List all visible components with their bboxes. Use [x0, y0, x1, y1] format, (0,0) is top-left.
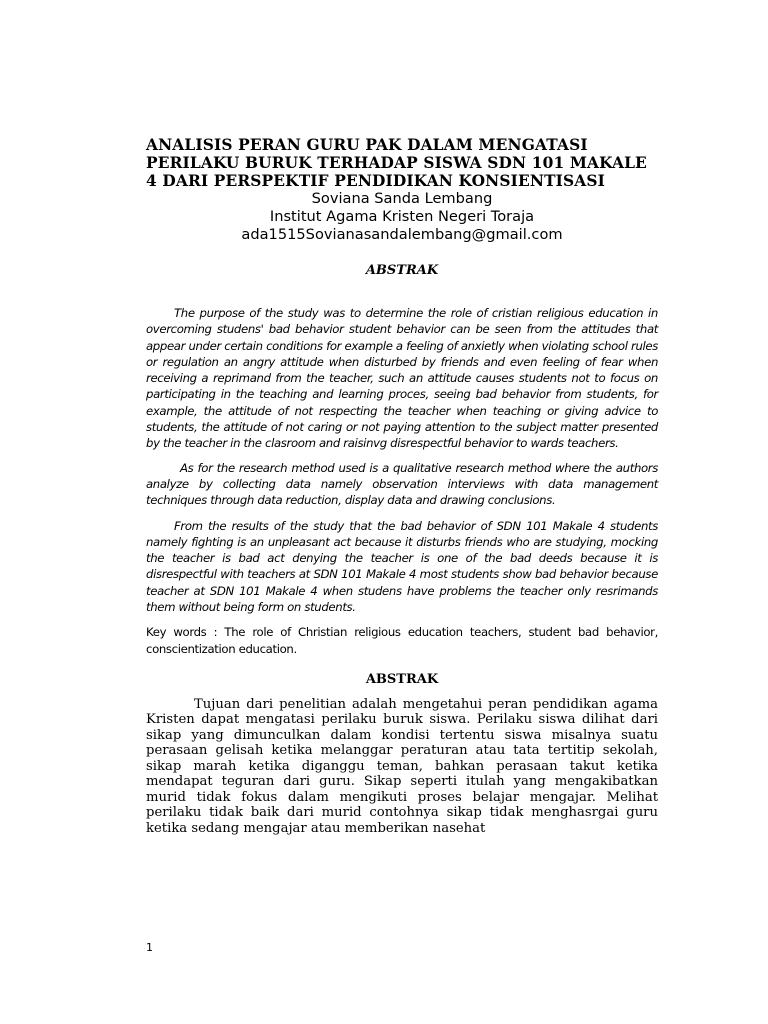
abstract-en-paragraph-1: The purpose of the study was to determine the role of cristian religious education in overcoming studens' bad behavior student behavior can be seen from the attitudes that appear under certain conditions for example a feeling of anxietly when violating school rules or regulation an angry attitude when disturbed by friends and even feeling of fear when receiving a reprimand from the teacher, such an attitude causes students not to focus on participating in the teaching and learning proces, seeing bad behavior from students, for example, the attitude of not respecting the teacher when teaching or giving advice to students, the attitude of not caring or not paying attention to the subject matter presented by the teacher in the clasroom and raisinvg disrespectful behavior to wards teachers. [146, 306, 658, 451]
page-number: 1 [146, 941, 153, 954]
document-page [146, 136, 658, 836]
abstract-en-paragraph-3: From the results of the study that the bad behavior of SDN 101 Makale 4 students namely fighting is an unpleasant act because it disturbs friends who are studying, mocking the teacher is bad act denying the teacher is one of the bad deeds because it is disrespectful with teachers at SDN 101 Makale 4 most students show bad behavior because teacher at SDN 101 Makale 4 when studens have problems the teacher only resrimands them without being form on students. [146, 518, 658, 615]
abstract-id-paragraph: Tujuan dari penelitian adalah mengetahui peran pendidikan agama Kristen dapat mengatasi perilaku buruk siswa. Perilaku siswa dilihat dari sikap yang dimunculkan dalam kondisi tertentu siswa misalnya suatu perasaan gelisah ketika melanggar peraturan atau tata tertitip sekolah, sikap marah ketika diganggu teman, bahkan perasaan takut ketika mendapat teguran dari guru. Sikap seperti itulah yang mengakibatkan murid tidak fokus dalam mengikuti proses belajar mengajar. Melihat perilaku tidak baik dari murid contohnya sikap tidak menghasrgai guru ketika sedang mengajar atau memberikan nasehat [146, 696, 658, 836]
paper-title-line-3: 4 DARI PERSPEKTIF PENDIDIKAN KONSIENTISASI [146, 172, 605, 190]
abstract-id-heading: ABSTRAK [365, 671, 439, 687]
author-email: ada1515Sovianasandalembang@gmail.com [241, 226, 563, 243]
keywords: Key words : The role of Christian religious education teachers, student bad behavior, conscientization education. [146, 625, 658, 656]
author-institution: Institut Agama Kristen Negeri Toraja [269, 208, 535, 225]
author-name: Soviana Sanda Lembang [311, 190, 493, 207]
abstract-en-paragraph-2: As for the research method used is a qualitative research method where the authors analyze by collecting data namely observation interviews with data management techniques through data reduction, display data and drawing conclusions. [146, 460, 658, 508]
abstract-en-heading: ABSTRAK [365, 263, 439, 278]
paper-title-line-2: PERILAKU BURUK TERHADAP SISWA SDN 101 MAKALE [146, 154, 647, 172]
paper-title-line-1: ANALISIS PERAN GURU PAK DALAM MENGATASI [146, 136, 588, 154]
